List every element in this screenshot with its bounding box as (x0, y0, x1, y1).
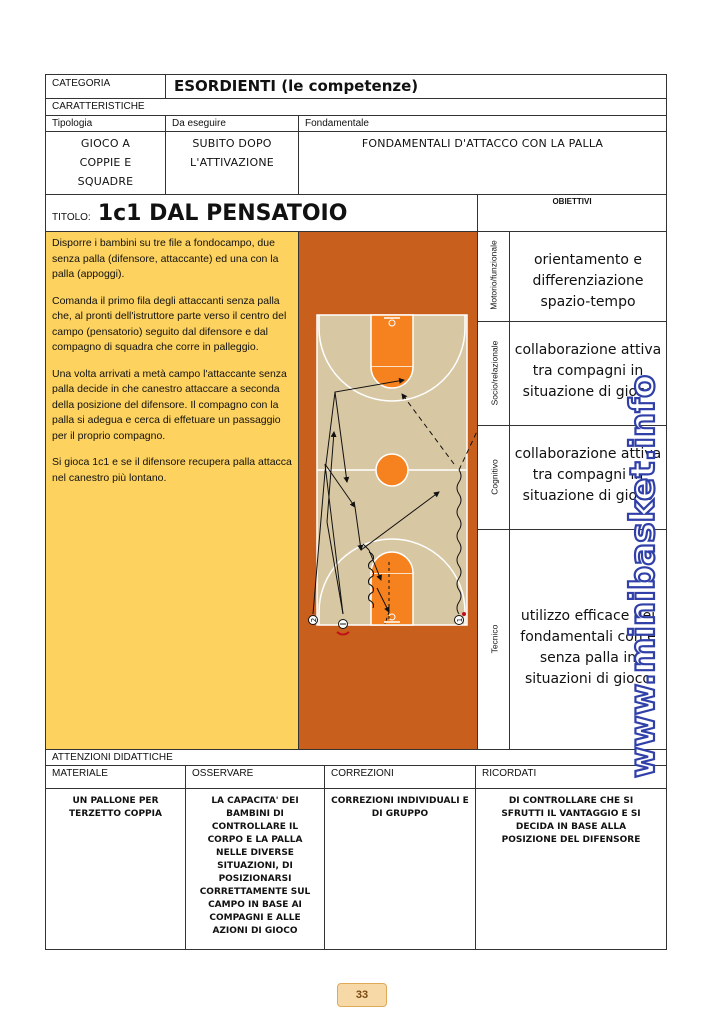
top-key (371, 315, 413, 367)
categoria-value: ESORDIENTI (le competenze) (165, 74, 667, 99)
description-paragraph: Comanda il primo fila degli attaccanti senza palla che, al pronti dell'istruttore parte verso il centro del campo (pensatorio) seguito dal difensore e dal compagno di squadra che corre in palleggio. (52, 294, 287, 353)
obiettivi-label: OBIETTIVI (477, 194, 667, 232)
objective-area-label: Motorio/funzionale (488, 240, 499, 310)
correzioni-value: CORREZIONI INDIVIDUALI E DI GRUPPO (324, 788, 476, 950)
objective-text-cognitivo: collaborazione attiva tra compagni in situazione di gioco (509, 425, 667, 530)
description-paragraph: Disporre i bambini su tre file a fondocampo, due senza palla (difensore, attaccante) ed una con la palla (appoggi). (52, 237, 279, 280)
objective-text-tecnico: utilizzo efficace dei fondamentali con e senza palla in situazioni di gioco (509, 529, 667, 750)
ball-marker (462, 612, 466, 616)
exercise-card (45, 74, 667, 950)
description-paragraph: Si gioca 1c1 e se il difensore recupera palla attacca nel canestro più lontano. (52, 456, 292, 484)
page-title: 1c1 DAL PENSATOIO (97, 201, 348, 226)
da-eseguire-label: Da eseguire (165, 115, 299, 132)
description (45, 231, 299, 750)
minibasket-watermark (622, 300, 664, 780)
objective-area-tecnico (477, 529, 510, 750)
player-2-label: 2 (310, 617, 318, 623)
objective-area-motorio (477, 231, 510, 322)
bottom-key (371, 573, 413, 625)
tipologia-value: GIOCO A COPPIE E SQUADRE (45, 131, 166, 195)
attenzioni-label: ATTENZIONI DIDATTICHE (45, 749, 667, 766)
objective-area-label: Socio/relazionale (489, 340, 500, 406)
objective-text-motorio: orientamento e differenziazione spazio-tempo (509, 231, 667, 322)
materiale-value: UN PALLONE PER TERZETTO COPPIA (45, 788, 186, 950)
ricordati-label: RICORDATI (475, 765, 667, 789)
court-svg (299, 232, 477, 749)
watermark-text: www.minibasket.info (623, 374, 663, 778)
description-paragraph: Una volta arrivati a metà campo l'attaccante senza palla decide in che canestro attaccare a seconda della posizione del difensore. Il compagno con la palla si adegua e cerca di effetuare un passaggio per il proprio compagno. (52, 367, 287, 442)
objective-area-cognitivo (477, 425, 510, 530)
center-circle (376, 454, 408, 486)
page-number: 33 (337, 983, 387, 1007)
caratteristiche-label: CARATTERISTICHE (45, 98, 667, 116)
title-cell (45, 194, 478, 232)
ricordati-value: DI CONTROLLARE CHE SI SFRUTTI IL VANTAGGIO E SI DECIDA IN BASE ALLA POSIZIONE DEL DIFENSORE (475, 788, 667, 950)
osservare-label: OSSERVARE (185, 765, 325, 789)
fondamentale-label: Fondamentale (298, 115, 667, 132)
fondamentale-value: FONDAMENTALI D'ATTACCO CON LA PALLA (298, 131, 667, 195)
objective-area-socio (477, 321, 510, 426)
watermark-svg (622, 300, 664, 780)
materiale-label: MATERIALE (45, 765, 186, 789)
correzioni-label: CORREZIONI (324, 765, 476, 789)
court-diagram (298, 231, 478, 750)
player-1-label: 1 (456, 617, 464, 623)
da-eseguire-value: SUBITO DOPO L'ATTIVAZIONE (165, 131, 299, 195)
tipologia-label: Tipologia (45, 115, 166, 132)
objective-text-socio: collaborazione attiva tra compagni in situazione di gioco (509, 321, 667, 426)
objective-area-label: Tecnico (489, 624, 500, 654)
title-prefix: TITOLO: (52, 212, 91, 223)
osservare-value: LA CAPACITA' DEI BAMBINI DI CONTROLLARE IL CORPO E LA PALLA NELLE DIVERSE SITUAZIONI, DI POSIZIONARSI CORRETTAMENTE SUL CAMPO IN BASE AI COMPAGNI E ALLE AZIONI DI GIOCO (185, 788, 325, 950)
categoria-label: CATEGORIA (45, 74, 166, 99)
objective-area-label: Cognitivo (489, 459, 500, 495)
